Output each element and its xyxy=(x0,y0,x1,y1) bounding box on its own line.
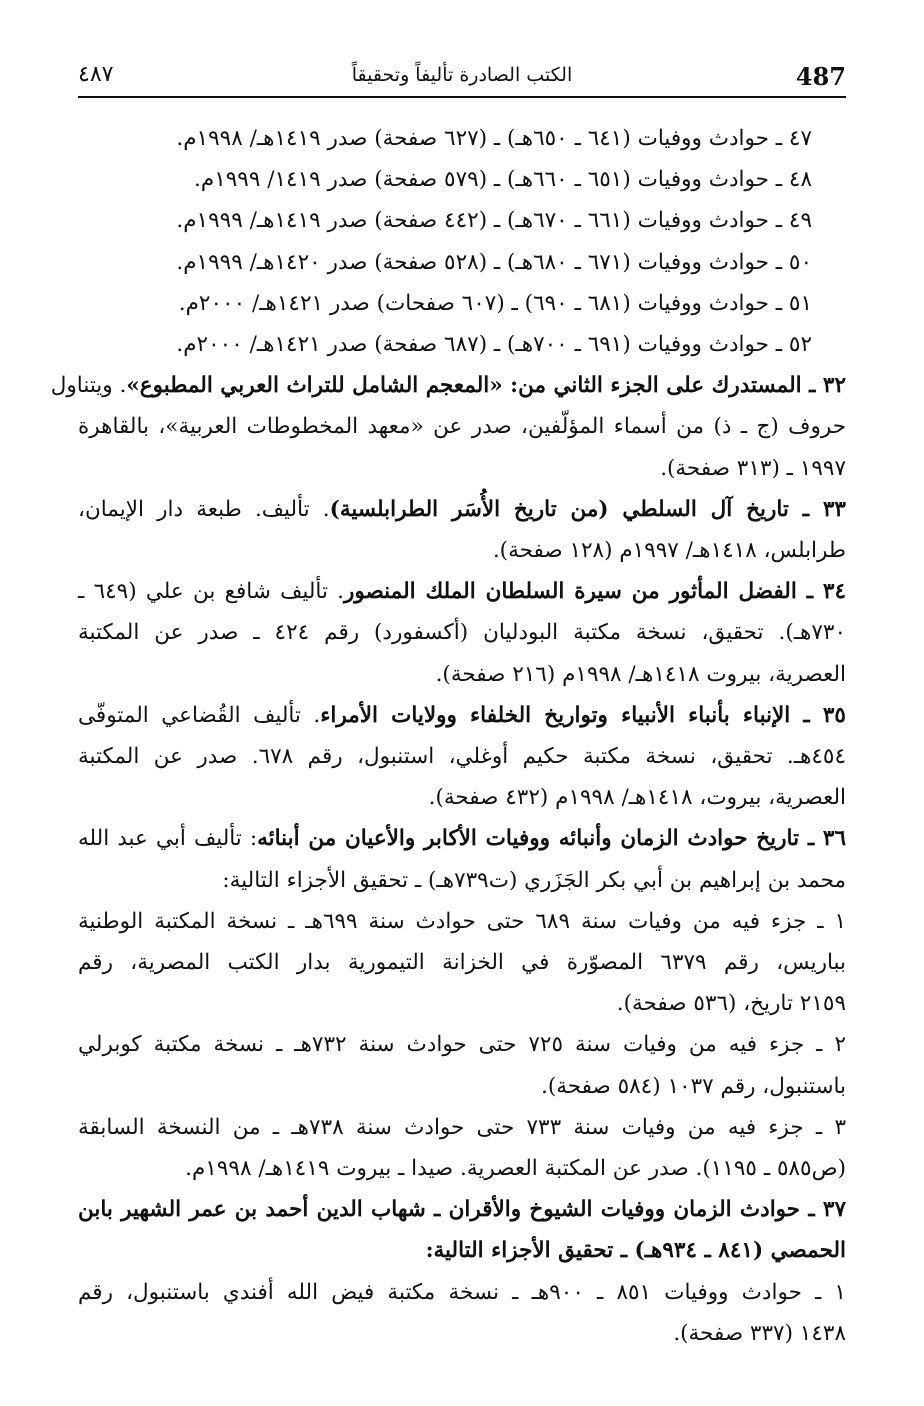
entry-34-text: . تأليف شافع بن علي (٦٤٩ ـ xyxy=(78,579,345,605)
entry-36-sub-1-cont: بباريس، رقم ٦٣٧٩ المصوّرة في الخزانة التيمورية بدار الكتب المصرية، رقم xyxy=(78,950,846,976)
entry-33-text: . تأليف. طبعة دار الإيمان، xyxy=(78,496,330,522)
entry-37-sub-1-end: ١٤٣٨ (٣٣٧ صفحة). xyxy=(673,1320,846,1346)
entry-32-line-2: حروف (ج ـ ذ) من أسماء المؤلّفين، صدر عن «معهد المخطوطات العربية»، بالقاهرة xyxy=(78,414,846,440)
entry-36-line-1 xyxy=(78,818,846,859)
list-item: ٤٨ ـ حوادث ووفيات (٦٥١ ـ ٦٦٠هـ) ـ (٥٧٩ صفحة) صدر ١٤١٩/ ١٩٩٩م. xyxy=(194,167,812,193)
page-body xyxy=(50,118,847,1354)
page-number-arabic: ٤٨٧ xyxy=(78,62,114,87)
entry-34-title: ٣٤ ـ الفضل المأثور من سيرة السلطان الملك المنصور xyxy=(344,579,846,605)
entry-33-line-1 xyxy=(78,489,846,530)
entry-37-line-1 xyxy=(78,1189,846,1230)
entry-36-sub-3: ٣ ـ جزء فيه من وفيات سنة ٧٣٣ حتى حوادث سنة ٧٣٨هـ ـ من النسخة السابقة xyxy=(78,1114,847,1140)
entry-37-line-2 xyxy=(78,1230,846,1271)
list-item: ٤٩ ـ حوادث ووفيات (٦٦١ ـ ٦٧٠هـ) ـ (٤٤٢ صفحة) صدر ١٤١٩هـ/ ١٩٩٩م. xyxy=(176,208,812,234)
entry-34-line-1 xyxy=(78,571,846,612)
entry-36-sub-2: ٢ ـ جزء فيه من وفيات سنة ٧٢٥ حتى حوادث سنة ٧٣٢هـ ـ نسخة مكتبة كوبرلي xyxy=(78,1032,847,1058)
entry-35-text: . تأليف القُضاعي المتوفّى xyxy=(78,702,321,728)
entry-36-sub-1: ١ ـ جزء فيه من وفيات سنة ٦٨٩ حتى حوادث سنة ٦٩٩هـ ـ نسخة المكتبة الوطنية xyxy=(78,908,847,934)
entry-32-title: ٣٢ ـ المستدرك على الجزء الثاني من: «المعجم الشامل للتراث العربي المطبوع» xyxy=(126,373,846,399)
entry-36-sub-2-end: باستنبول، رقم ١٠٣٧ (٥٨٤ صفحة). xyxy=(540,1073,846,1099)
entry-36-sub-3-end: (ص٥٨٥ ـ ١١٩٥). صدر عن المكتبة العصرية. صيدا ـ بيروت ١٤١٩هـ/ ١٩٩٨م. xyxy=(185,1156,846,1182)
list-item: ٥٠ ـ حوادث ووفيات (٦٧١ ـ ٦٨٠هـ) ـ (٥٢٨ صفحة) صدر ١٤٢٠هـ/ ١٩٩٩م. xyxy=(176,249,812,275)
entry-35-title: ٣٥ ـ الإنباء بأنباء الأنبياء وتواريخ الخلفاء وولايات الأمراء xyxy=(320,702,846,728)
page-header xyxy=(78,58,846,98)
list-item: ٤٧ ـ حوادث ووفيات (٦٤١ ـ ٦٥٠هـ) ـ (٦٢٧ صفحة) صدر ١٤١٩هـ/ ١٩٩٨م. xyxy=(176,126,812,151)
entry-37-title-cont: الحمصي (٨٤١ ـ ٩٣٤هـ) ـ تحقيق الأجزاء التالية: xyxy=(425,1238,846,1264)
entry-33-title: ٣٣ ـ تاريخ آل السلطي (من تاريخ الأُسَر الطرابلسية) xyxy=(329,496,846,522)
entry-32-line-1 xyxy=(50,365,846,406)
header-rule xyxy=(78,96,846,98)
entry-34-line-3: العصرية، بيروت ١٤١٨هـ/ ١٩٩٨م (٢١٦ صفحة). xyxy=(435,661,846,687)
running-title: الكتب الصادرة تأليفاً وتحقيقاً xyxy=(351,64,573,86)
entry-36-text: : تأليف أبي عبد الله xyxy=(78,826,258,852)
entry-36-line-2: محمد بن إبراهيم بن أبي بكر الجَزَري (ت٧٣٩هـ) ـ تحقيق الأجزاء التالية: xyxy=(222,867,846,893)
entry-36-sub-1-end: ٢١٥٩ تاريخ، (٥٣٦ صفحة). xyxy=(616,991,846,1017)
entry-35-line-2: ٤٥٤هـ. تحقيق، نسخة مكتبة حكيم أوغلي، استنبول، رقم ٦٧٨. صدر عن المكتبة xyxy=(78,744,846,770)
list-item: ٥١ ـ حوادث ووفيات (٦٨١ ـ ٦٩٠) ـ (٦٠٧ صفحات) صدر ١٤٢١هـ/ ٢٠٠٠م. xyxy=(178,290,812,316)
page-number-latin: 487 xyxy=(795,62,846,91)
entry-36-title: ٣٦ ـ تاريخ حوادث الزمان وأنبائه ووفيات الأكابر والأعيان من أبنائه xyxy=(257,826,846,852)
entry-37-title: ٣٧ ـ حوادث الزمان ووفيات الشيوخ والأقران ـ شهاب الدين أحمد بن عمر الشهير بابن xyxy=(78,1197,846,1223)
entry-33-line-2: طرابلس، ١٤١٨هـ/ ١٩٩٧م (١٢٨ صفحة). xyxy=(492,538,846,564)
list-item: ٥٢ ـ حوادث ووفيات (٦٩١ ـ ٧٠٠هـ) ـ (٦٨٧ صفحة) صدر ١٤٢١هـ/ ٢٠٠٠م. xyxy=(176,332,812,358)
entry-34-line-2: ٧٣٠هـ). تحقيق، نسخة مكتبة البودليان (أكسفورد) رقم ٤٢٤ ـ صدر عن المكتبة xyxy=(78,620,846,646)
entry-35-line-3: العصرية، بيروت، ١٤١٨هـ/ ١٩٩٨م (٤٣٢ صفحة). xyxy=(428,785,846,811)
entry-32-line-3: ١٩٩٧ ـ (٣١٣ صفحة). xyxy=(660,455,846,481)
entry-32-text: . ويتناول xyxy=(50,373,127,399)
entry-35-line-1 xyxy=(78,695,846,736)
entry-37-sub-1: ١ ـ حوادث ووفيات ٨٥١ ـ ٩٠٠هـ ـ نسخة مكتبة فيض الله أفندي باستنبول، رقم xyxy=(78,1279,846,1305)
